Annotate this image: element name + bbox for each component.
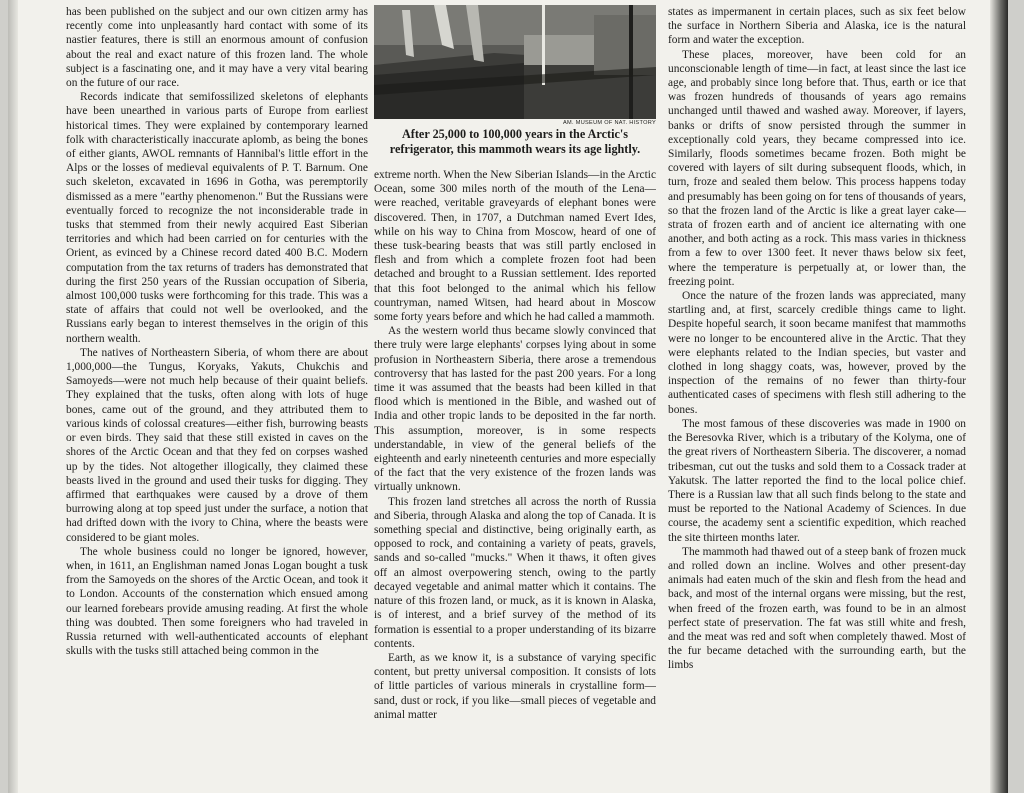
paragraph: Records indicate that semifossilized skeletons of elephants have been unearthed in various parts of Europe from earliest historical times. They were explained by contemporary learned folk with characteristically inaccurate aplomb, as being the bones of either giants, AWOL remnants of Hannibal's little effort in the Alps or the losses of medieval equivalents of P. T. Barnum. One such skeleton, excavated in 1696 in Gotha, was peremptorily dismissed as a mere "earthy phenomenon." But the Russians were eventually forced to recognize the not inconsiderable trade in tusks that stemmed from their newly acquired East Siberian territories and which had been carried on for centuries with the Orient, as evinced by a Chinese record dated 400 B.C. Modern computation from the tax returns of traders has demonstrated that during the first 250 years of the Russian occupation of Siberia, almost 100,000 tusks were forthcoming for this trade. This was a state of affairs that could not well be overlooked, and the Russians early began to interest themselves in the origin of this northern wealth.: [66, 91, 368, 345]
article-column-2: [374, 168, 656, 733]
paragraph: states as impermanent in certain places, such as six feet below the surface in Northern Siberia and Alaska, ice is the natural form and water the exception.: [668, 6, 966, 47]
paragraph: These places, moreover, have been cold for an unconscionable length of time—in fact, at least since the last ice age, and probably since long before that. Thus, earth or ice that was frozen hundreds of thousands of years ago remains unchanged until thawed and washed away. Moreover, if layers, banks or drifts of snow persisted through the summer in exceptionally cold years, they became compressed into ice. Similarly, floods sometimes became frozen. Both might be covered with layers of silt during subsequent floods, which, in turn, froze and sealed them below. This process happens today and presumably has been going on for tens of thousands of years, so that the frozen land of the Arctic is like a great layer cake—strata of frozen earth and of ancient ice alternating with one another, and both acting as a rock. This mass varies in thickness from a few to over 1300 feet. It never thaws below six feet, where the temperature is perpetually at, or lower than, the freezing point.: [668, 48, 966, 288]
page-edge-shadow: [8, 0, 18, 793]
paragraph: extreme north. When the New Siberian Islands—in the Arctic Ocean, some 300 miles north of the mouth of the Lena—were reached, veritable graveyards of elephant bones were discovered. Then, in 1707, a Dutchman named Evert Ides, while on his way to China from Moscow, heard of one of these tusk-bearing beasts that was still partly enclosed in flesh and from which a complete frozen foot had been detached and brought to a Russian settlement. Ides reported that this foot belonged to the animal which his fellow countryman, named Witsen, had heard about in Moscow some forty years before and which he had called a mammoth.: [374, 169, 656, 324]
paragraph: The whole business could no longer be ignored, however, when, in 1611, an Englishman named Jonas Logan bought a tusk from the Samoyeds on the shores of the Arctic Ocean, and took it to London. Accounts of the consternation which ensued among our learned forebears provide amusing reading. At first the whole thing was doubted. Then some foreigners who had traveled in Russia returned with well-authenticated accounts of elephant skulls with the tusks still attached being common in the: [66, 545, 368, 658]
magazine-page: [8, 0, 1008, 793]
article-column-1: [66, 5, 368, 737]
paragraph: This frozen land stretches all across the north of Russia and Siberia, through Alaska and along the top of Canada. It is something special and distinctive, being originally earth, as opposed to rock, and containing a variety of peats, gravels, sands and so-called "mucks." When it thaws, it often gives off an almost overpowering stench, owing to the partly decayed vegetable and animal matter which it contains. The nature of this frozen land, or muck, as it is known in Alaska, is of interest, and a brief survey of the method of its formation is essential to a proper understanding of its bizarre contents.: [374, 495, 656, 650]
paragraph: The mammoth had thawed out of a steep bank of frozen muck and rolled down an incline. Wolves and other present-day animals had eaten much of the skin and flesh from the head and back, and most of the internal organs were missing, but the rest, when freed of the frozen earth, was found to be in an almost perfect state of preservation. The fat was still white and fresh, and the meat was red and soft when completely thawed. Most of the fur became detached with the surrounding earth, but the limbs: [668, 545, 966, 672]
paragraph: Once the nature of the frozen lands was appreciated, many startling and, at first, scarcely credible things came to light. Despite hopeful search, it soon became manifest that mammoths were no longer to be encountered alive in the Arctic. That they were elephants related to the Indian species, but vaster and clothed in long shaggy coats, was, however, proved by the inspection of the remains of no fewer than thirty-four authenticated cases of specimens with flesh still adhering to the bones.: [668, 290, 966, 416]
paragraph: has been published on the subject and our own citizen army has recently come into unpleasantly hard contact with some of its nastier features, there is still an enormous amount of confusion about the real and exact nature of this frozen land. The whole subject is a fascinating one, and it may have a very vital bearing on the future of our race.: [66, 6, 368, 90]
paragraph: As the western world thus became slowly convinced that there truly were large elephants' corpses lying about in some profusion in Northeastern Siberia, there arose a tremendous controversy that has lasted for the past 200 years. For a long time it was assumed that the beasts had been killed in that flood which is mentioned in the Bible, and washed out of India and other tropic lands to be deposited in the far north. This assumption, moreover, is in some respects understandable, in view of the general beliefs of the eighteenth and early nineteenth centuries and more especially of the fact that the very existence of the frozen lands was virtually unknown.: [374, 325, 656, 494]
museum-photo-icon: [374, 5, 656, 119]
paragraph: The natives of Northeastern Siberia, of whom there are about 1,000,000—the Tungus, Koryaks, Yakuts, Chukchis and Samoyeds—were not much help because of their quaint beliefs. They explained that the tusks, often along with lots of huge bones, came out of the ground, and they attributed them to various kinds of colossal creatures—either fish, burrowing beasts or even birds. They said that these still existed in caves on the shores of the Arctic Ocean and that they fed on corpses washed up by the tides. Not altogether illogically, they claimed these beasts lived in the ground and used their tusks for digging. They affirmed that earthquakes were caused by a drove of them burrowing along at top speed just under the surface, a notion that had drifted down with the ivory to China, where the beasts were considered to be giant moles.: [66, 346, 368, 544]
paragraph: The most famous of these discoveries was made in 1900 on the Beresovka River, which is a tributary of the Kolyma, one of the great rivers of Northeastern Siberia. The discoverer, a nomad tribesman, cut out the tusks and sold them to a Cossack trader at Yakutsk. The latter reported the find to the local police chief. There is a Russian law that all such finds belong to the state and must be reported to the National Academy of Sciences. In due course, the academy sent a scientific expedition, which reached the site thirteen months later.: [668, 417, 966, 544]
article-column-3: [668, 5, 966, 733]
photo-credit: AM. MUSEUM OF NAT. HISTORY: [563, 120, 656, 126]
mammoth-photo: [374, 5, 656, 119]
photo-caption: After 25,000 to 100,000 years in the Arctic's refrigerator, this mammoth wears its age lightly.: [389, 127, 641, 156]
paragraph: Earth, as we know it, is a substance of varying specific content, but pretty universal composition. It consists of lots of little particles of various minerals in crystalline form—sand, dust or rock, if you like—small pieces of vegetable and animal matter: [374, 651, 656, 721]
